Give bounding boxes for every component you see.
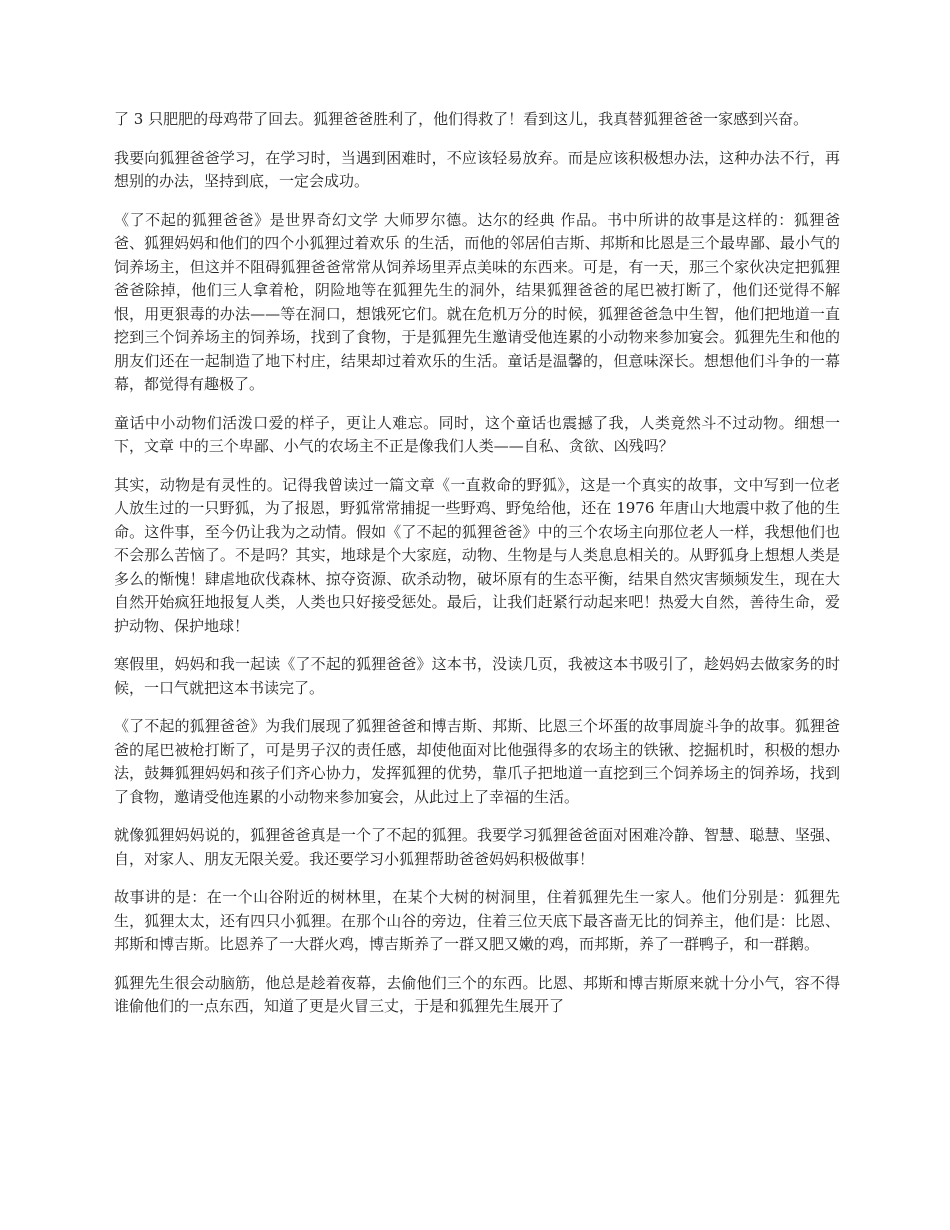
paragraph-4: 童话中小动物们活泼口爱的样子，更让人难忘。同时，这个童话也震撼了我，人类竟然斗不过动物。细想一下，文章 中的三个卑鄙、小气的农场主不正是像我们人类——自私、贪欲、凶残吗？ xyxy=(114,413,840,455)
paragraph-8: 就像狐狸妈妈说的，狐狸爸爸真是一个了不起的狐狸。我要学习狐狸爸爸面对困难冷静、智慧、聪慧、坚强、自，对家人、朋友无限关爱。我还要学习小狐狸帮助爸爸妈妈积极做事！ xyxy=(114,826,840,868)
paragraph-10: 狐狸先生很会动脑筋，他总是趁着夜幕，去偷他们三个的东西。比恩、邦斯和博吉斯原来就十分小气，容不得谁偷他们的一点东西，知道了更是火冒三丈，于是和狐狸先生展开了 xyxy=(114,973,840,1015)
paragraph-3: 《了不起的狐狸爸爸》是世界奇幻文学 大师罗尔德。达尔的经典 作品。书中所讲的故事是这样的：狐狸爸爸、狐狸妈妈和他们的四个小狐狸过着欢乐 的生活，而他的邻居伯吉斯、邦斯和比恩是三个最卑鄙、最小气的饲养场主，但这并不阻碍狐狸爸爸常常从饲养场里弄点美味的东西来。可是，有一天，那三个家伙决定把狐狸爸爸除掉，他们三人拿着枪，阴险地等在狐狸先生的洞外，结果狐狸爸爸的尾巴被打断了，他们还觉得不解恨，用更狠毒的办法——等在洞口，想饿死它们。就在危机万分的时候，狐狸爸爸急中生智，他们把地道一直挖到三个饲养场主的饲养场，找到了食物，于是狐狸先生邀请受他连累的小动物来参加宴会。狐狸先生和他的朋友们还在一起制造了地下村庄，结果却过着欢乐的生活。童话是温馨的，但意味深长。想想他们斗争的一幕幕，都觉得有趣极了。 xyxy=(114,210,840,393)
paragraph-7: 《了不起的狐狸爸爸》为我们展现了狐狸爸爸和博吉斯、邦斯、比恩三个坏蛋的故事周旋斗争的故事。狐狸爸爸的尾巴被枪打断了，可是男子汉的责任感，却使他面对比他强得多的农场主的铁锹、挖掘机时，积极的想办法，鼓舞狐狸妈妈和孩子们齐心协力，发挥狐狸的优势，靠爪子把地道一直挖到三个饲养场主的饲养场，找到了食物，邀请受他连累的小动物来参加宴会，从此过上了幸福的生活。 xyxy=(114,717,840,806)
paragraph-1: 了 3 只肥肥的母鸡带了回去。狐狸爸爸胜利了，他们得救了！看到这儿，我真替狐狸爸爸一家感到兴奋。 xyxy=(114,110,809,128)
paragraph-2: 我要向狐狸爸爸学习，在学习时，当遇到困难时，不应该轻易放弃。而是应该积极想办法，这种办法不行，再想别的办法，坚持到底，一定会成功。 xyxy=(114,148,840,190)
paragraph-6: 寒假里，妈妈和我一起读《了不起的狐狸爸爸》这本书，没读几页，我被这本书吸引了，趁妈妈去做家务的时候，一口气就把这本书读完了。 xyxy=(114,655,840,697)
paragraph-5: 其实，动物是有灵性的。记得我曾读过一篇文章《一直救命的野狐》，这是一个真实的故事，文中写到一位老人放生过的一只野狐，为了报恩，野狐常常捕捉一些野鸡、野兔给他，还在 1976 年唐山大地震中救了他的生命。这件事，至今仍让我为之动情。假如《了不起的狐狸爸爸》中的三个农场主向那位老人一样，我想他们也不会那么苦恼了。不是吗？其实，地球是个大家庭，动物、生物是与人类息息相关的。从野狐身上想想人类是多么的惭愧！肆虐地砍伐森林、掠夺资源、砍杀动物，破坏原有的生态平衡，结果自然灾害频频发生，现在大自然开始疯狂地报复人类，人类也只好接受惩处。最后，让我们赶紧行动起来吧！热爱大自然，善待生命，爱护动物、保护地球！ xyxy=(114,475,840,635)
document-body xyxy=(114,108,840,1034)
paragraph-9: 故事讲的是：在一个山谷附近的树林里，在某个大树的树洞里，住着狐狸先生一家人。他们分别是：狐狸先生，狐狸太太，还有四只小狐狸。在那个山谷的旁边，住着三位天底下最吝啬无比的饲养主，他们是：比恩、邦斯和博吉斯。比恩养了一大群火鸡，博吉斯养了一群又肥又嫩的鸡，而邦斯，养了一群鸭子，和一群鹅。 xyxy=(114,888,840,953)
